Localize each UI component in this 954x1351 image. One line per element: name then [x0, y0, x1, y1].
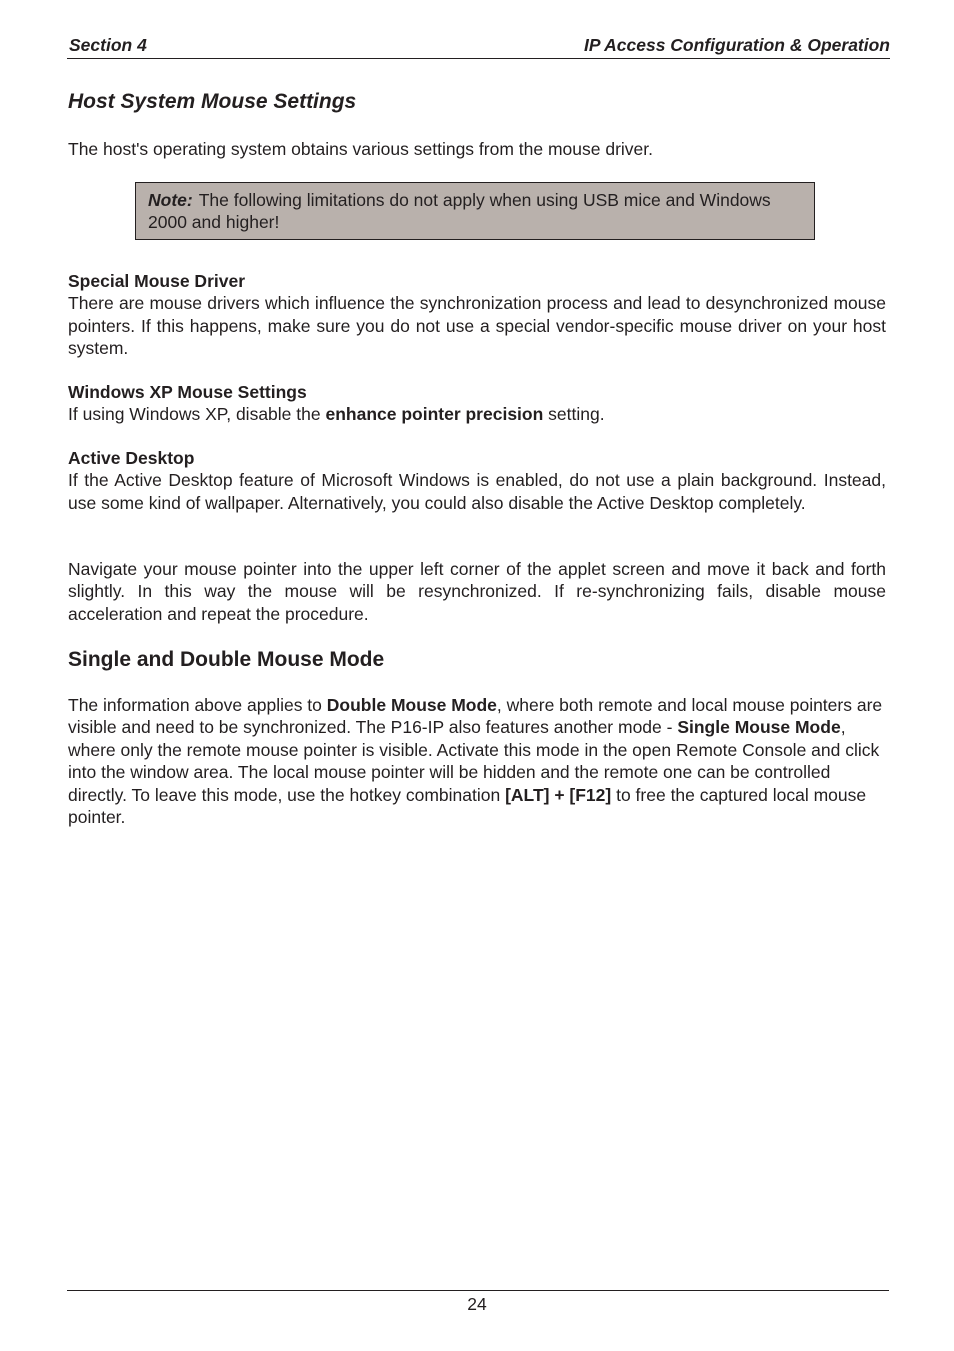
active-desktop-heading: Active Desktop — [68, 448, 195, 468]
special-driver-text: There are mouse drivers which influence the synchronization process and lead to desynchronized mouse pointers. If this happens, make sure you do not use a special vendor-specific mouse driver on your host system. — [68, 293, 886, 359]
xp-settings-section — [68, 381, 886, 426]
note-label: Note: — [148, 190, 193, 210]
header-title: IP Access Configuration & Operation — [584, 35, 890, 55]
host-settings-intro: The host's operating system obtains various settings from the mouse driver. — [68, 139, 654, 159]
host-settings-heading: Host System Mouse Settings — [68, 90, 357, 113]
page-number: 24 — [467, 1294, 487, 1314]
mouse-mode-heading: Single and Double Mouse Mode — [68, 648, 385, 671]
xp-text-before: If using Windows XP, disable the — [68, 404, 326, 425]
xp-settings-heading: Windows XP Mouse Settings — [68, 382, 307, 402]
page-header — [67, 33, 890, 59]
special-driver-section — [68, 270, 886, 360]
mouse-mode-text — [68, 694, 886, 828]
navigate-text: Navigate your mouse pointer into the upper left corner of the applet screen and move it back and forth slightly. In this way the mouse will be resynchronized. If re-synchronizing fails, disable mouse acceleration and repeat the procedure. — [68, 559, 886, 624]
mouse-mode-b1: Double Mouse Mode — [326, 695, 497, 715]
xp-text-after: setting. — [543, 404, 605, 425]
mouse-mode-t3: , where only the remote mouse pointer is visible. Activate this mode in the open Remote Console and click into the window area. The local mouse pointer will be hidden and the remote one can be controlled directly. To leave this mode, use the hotkey combination — [68, 717, 880, 805]
header-section: Section 4 — [69, 35, 147, 55]
mouse-mode-t1: The information above applies to — [68, 695, 327, 715]
mouse-mode-t4: to free the captured local mouse pointer. — [68, 784, 867, 828]
special-driver-heading: Special Mouse Driver — [68, 271, 246, 291]
mouse-mode-t2: , where both remote and local mouse pointers are visible and need to be synchronized. The P16-IP also features another mode - — [68, 695, 883, 738]
note-text: The following limitations do not apply when using USB mice and Windows 2000 and higher! — [148, 190, 771, 232]
footer-divider — [67, 1290, 889, 1291]
note-box — [135, 182, 815, 240]
active-desktop-text: If the Active Desktop feature of Microsoft Windows is enabled, do not use a plain background. Instead, use some kind of wallpaper. Alternatively, you could also disable the Active Desktop completely. — [68, 470, 886, 513]
mouse-mode-b3: [ALT] + [F12] — [505, 784, 612, 805]
xp-text-bold: enhance pointer precision — [325, 404, 544, 425]
active-desktop-section — [68, 447, 886, 514]
mouse-mode-b2: Single Mouse Mode — [677, 717, 841, 738]
